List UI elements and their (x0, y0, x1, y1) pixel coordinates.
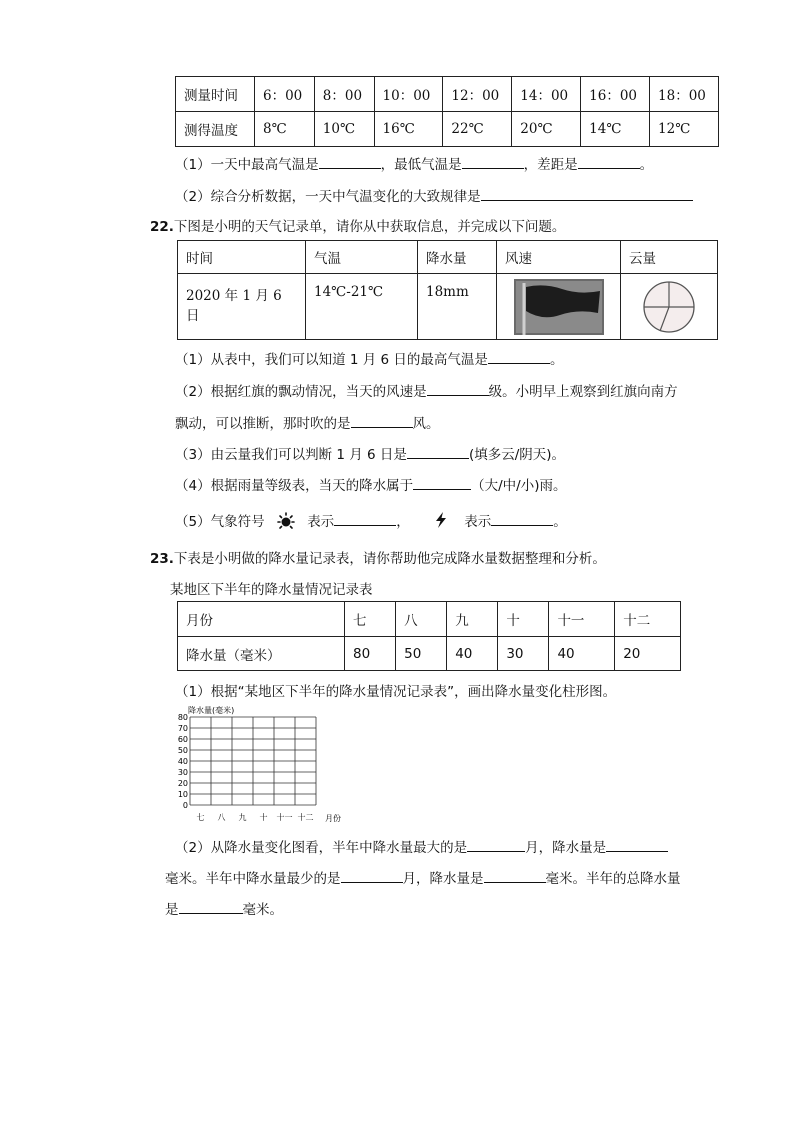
table-header: 云量 (621, 241, 718, 274)
table-cell: 10℃ (314, 112, 374, 147)
table-cell: 10：00 (374, 77, 443, 112)
q23-p2-text-b: 月，降水量是 (525, 840, 607, 856)
y-tick-label: 30 (177, 768, 188, 777)
y-axis-ticks (178, 713, 188, 810)
table-cell (497, 274, 621, 340)
table-header: 气温 (306, 241, 418, 274)
q21-p1-text-d: 。 (639, 157, 654, 173)
q22-part1 (175, 348, 563, 368)
answer-blank[interactable] (334, 511, 396, 526)
table-cell: 降水量（毫米） (178, 637, 345, 671)
q22-p3-text-b: (填多云/阴天)。 (468, 447, 566, 463)
answer-blank[interactable] (488, 349, 550, 364)
q21-p1-text-a: （1）一天中最高气温是 (175, 157, 319, 173)
table-cell: 十 (498, 602, 549, 637)
q23-p2-text-g: 毫米。 (242, 902, 283, 918)
table-header: 风速 (497, 241, 621, 274)
answer-blank[interactable] (413, 475, 471, 490)
temp-row (176, 112, 719, 147)
question-stem: 下图是小明的天气记录单，请你从中获取信息，并完成以下问题。 (173, 219, 566, 235)
q22-p1-text-b: 。 (549, 352, 564, 368)
table-cell: 8℃ (255, 112, 315, 147)
header-row (178, 241, 718, 274)
table-header: 时间 (178, 241, 306, 274)
table-cell: 12：00 (443, 77, 512, 112)
table-cell: 14：00 (512, 77, 581, 112)
answer-blank[interactable] (491, 511, 553, 526)
table-cell: 50 (396, 637, 447, 671)
x-axis-ticks (197, 812, 314, 822)
rainfall-chart (170, 703, 370, 823)
q22-part2 (175, 380, 678, 400)
table-cell: 8：00 (314, 77, 374, 112)
chart-title: 降水量(毫米) (188, 706, 235, 715)
answer-blank[interactable] (179, 899, 243, 914)
y-tick-label: 20 (177, 779, 188, 788)
answer-blank[interactable] (467, 837, 525, 852)
q22-p1-text-a: （1）从表中，我们可以知道 1 月 6 日的最高气温是 (175, 352, 488, 368)
y-tick-label: 0 (182, 801, 188, 810)
q22-p4-text-b: （大/中/小)雨。 (471, 478, 567, 494)
table-cell (621, 274, 718, 340)
y-tick-label: 50 (177, 746, 188, 755)
x-tick-label: 七 (196, 813, 205, 822)
q23-p2-text-d: 月，降水量是 (402, 871, 484, 887)
answer-blank[interactable] (427, 381, 489, 396)
x-tick-label: 十一 (276, 813, 293, 822)
q22-p5-text-b: 表示 (307, 514, 335, 530)
table-cell: 40 (549, 637, 615, 671)
answer-blank[interactable] (341, 868, 403, 883)
answer-blank[interactable] (578, 154, 640, 169)
answer-blank[interactable] (462, 154, 524, 169)
x-tick-label: 八 (217, 813, 226, 822)
table-cell: 22℃ (443, 112, 512, 147)
y-tick-label: 10 (177, 790, 188, 799)
lightning-icon (432, 511, 450, 529)
q23-part2-cont (165, 867, 681, 887)
temperature-table (175, 76, 719, 147)
table-cell: 40 (447, 637, 498, 671)
question-number: 22. (150, 219, 174, 235)
q21-p1-text-b: ，最低气温是 (380, 157, 462, 173)
table-cell: 18：00 (650, 77, 719, 112)
q22-p2-text-d: 风。 (412, 416, 440, 432)
question-number: 23. (150, 551, 174, 567)
rainfall-table (177, 601, 681, 671)
value-row (178, 274, 718, 340)
y-tick-label: 60 (177, 735, 188, 744)
q21-part1 (175, 153, 653, 173)
q23-p2-text-a: （2）从降水量变化图看，半年中降水量最大的是 (175, 840, 468, 856)
q23-stem (150, 547, 606, 567)
table-cell: 18mm (418, 274, 497, 340)
flag-photo (514, 279, 604, 335)
q23-p2-text-c: 毫米。半年中降水量最少的是 (165, 871, 341, 887)
q23-p2-text-e: 毫米。半年的总降水量 (545, 871, 681, 887)
table-cell: 80 (345, 637, 396, 671)
q22-part3 (175, 443, 565, 463)
table-cell: 20 (615, 637, 681, 671)
q23-part1: （1）根据“某地区下半年的降水量情况记录表”，画出降水量变化柱形图。 (175, 684, 617, 700)
y-tick-label: 80 (177, 713, 188, 722)
table-header: 降水量 (418, 241, 497, 274)
table-cell: 八 (396, 602, 447, 637)
answer-blank[interactable] (481, 186, 693, 201)
answer-blank[interactable] (606, 837, 668, 852)
q22-part5 (175, 510, 567, 530)
table-cell: 20℃ (512, 112, 581, 147)
q22-p5-text-c: ， (396, 514, 410, 530)
q22-part4 (175, 474, 566, 494)
table-cell: 测得温度 (176, 112, 255, 147)
table-cell: 月份 (178, 602, 345, 637)
q22-p2-text-b: 级。小明早上观察到红旗向南方 (488, 384, 678, 400)
x-tick-label: 十 (259, 813, 268, 822)
q23-p2-text-f: 是 (165, 902, 179, 918)
x-tick-label: 九 (238, 813, 247, 822)
table-cell: 测量时间 (176, 77, 255, 112)
table-cell: 30 (498, 637, 549, 671)
answer-blank[interactable] (484, 868, 546, 883)
q23-part2-cont2 (165, 898, 283, 918)
x-tick-label: 十二 (297, 813, 314, 822)
q21-p2-text: （2）综合分析数据，一天中气温变化的大致规律是 (175, 189, 481, 205)
answer-blank[interactable] (319, 154, 381, 169)
answer-blank[interactable] (351, 413, 413, 428)
table-cell: 14℃ (581, 112, 650, 147)
q22-p5-text-e: 。 (553, 514, 567, 530)
rain-row (178, 637, 681, 671)
weather-record-table (177, 240, 718, 340)
table-cell: 6：00 (255, 77, 315, 112)
rain-table-title: 某地区下半年的降水量情况记录表 (170, 582, 373, 598)
table-cell: 十一 (549, 602, 615, 637)
q22-part2-cont (175, 412, 440, 432)
month-row (178, 602, 681, 637)
time-row (176, 77, 719, 112)
q22-p5-text-d: 表示 (464, 514, 492, 530)
x-axis-unit: 月份 (325, 814, 341, 823)
q22-p2-text-a: （2）根据红旗的飘动情况，当天的风速是 (175, 384, 427, 400)
sun-icon (275, 512, 297, 530)
chart-grid (190, 717, 316, 805)
table-cell: 16：00 (581, 77, 650, 112)
y-tick-label: 40 (177, 757, 188, 766)
table-cell: 16℃ (374, 112, 443, 147)
q22-stem (150, 215, 565, 235)
table-cell: 十二 (615, 602, 681, 637)
table-cell: 七 (345, 602, 396, 637)
table-cell: 14℃-21℃ (306, 274, 418, 340)
q23-part2 (175, 836, 668, 856)
table-cell: 九 (447, 602, 498, 637)
question-stem: 下表是小明做的降水量记录表，请你帮助他完成降水量数据整理和分析。 (173, 551, 606, 567)
y-tick-label: 70 (177, 724, 188, 733)
q22-p5-text-a: （5）气象符号 (175, 514, 265, 530)
q22-p4-text-a: （4）根据雨量等级表，当天的降水属于 (175, 478, 414, 494)
answer-blank[interactable] (407, 444, 469, 459)
table-cell: 2020 年 1 月 6 日 (178, 274, 306, 340)
table-cell: 12℃ (650, 112, 719, 147)
q21-p1-text-c: ，差距是 (523, 157, 578, 173)
q22-p2-text-c: 飘动，可以推断，那时吹的是 (175, 416, 351, 432)
q21-part2 (175, 185, 693, 205)
q22-p3-text-a: （3）由云量我们可以判断 1 月 6 日是 (175, 447, 407, 463)
cloud-cover-icon (638, 279, 700, 335)
